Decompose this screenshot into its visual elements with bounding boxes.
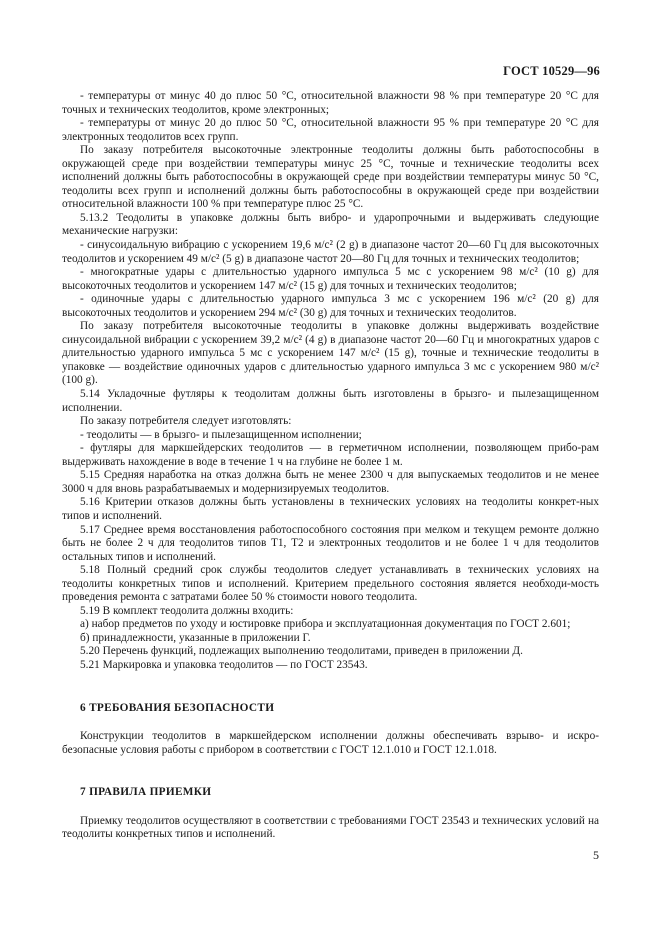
paragraph: - многократные удары с длительностью ударного импульса 5 мс с ускорением 98 м/с² (10 g) для высокоточных теодолитов и ускорением 147 м/с² (15 g) для точных и технических теодолитов; [62, 266, 599, 292]
paragraph: - температуры от минус 20 до плюс 50 °С, относительной влажности 95 % при температуре 20 °С для электронных теодолитов всех групп. [62, 117, 599, 143]
paragraph: По заказу потребителя высокоточные электронные теодолиты должны быть работоспособны в окружающей среде при воздействии температуры минус 25 °С, точные и технические теодолиты всех исполнений должны быть работоспособны в окружающей среде при воздействии температуры минус 50 °С, теодолиты всех групп и исполнений должны быть работоспособны в окружающей среде при воздействии относительной влажности 100 % при температуре плюс 25 °С. [62, 144, 599, 211]
paragraph: 5.18 Полный средний срок службы теодолитов следует устанавливать в технических условиях на теодолиты конкретных типов и исполнений. Критерием предельного состояния является необходи-мость проведения ремонта с затратами более 50 % стоимости нового теодолита. [62, 564, 599, 604]
paragraph: 5.16 Критерии отказов должны быть установлены в технических условиях на теодолиты конкрет-ных типов и исполнений. [62, 496, 599, 522]
page-number: 5 [593, 848, 599, 862]
section-6-title: 6 ТРЕБОВАНИЯ БЕЗОПАСНОСТИ [80, 701, 275, 714]
paragraph: б) принадлежности, указанные в приложении Г. [80, 631, 311, 644]
paragraph: По заказу потребителя следует изготовлять: [80, 415, 292, 428]
section-7-text: Приемку теодолитов осуществляют в соответствии с требованиями ГОСТ 23543 и технических условий на теодолиты конкретных типов и исполнений. [62, 814, 599, 841]
paragraph: 5.13.2 Теодолиты в упаковке должны быть вибро- и ударопрочными и выдерживать следующие механические нагрузки: [62, 211, 599, 238]
paragraph: По заказу потребителя высокоточные теодолиты в упаковке должны выдерживать воздействие синусоидальной вибрации с ускорением 39,2 м/с² (4 g) в диапазоне частот 20—60 Гц и многократных ударов с длительностью ударного импульса 5 мс с ускорением 147 м/с² (15 g), точные и технические теодолиты в упаковке — воздействие одиночных ударов с длительностью ударного импульса 3 мс с ускорением 980 м/с² (100 g). [62, 320, 599, 387]
section-7-title: 7 ПРАВИЛА ПРИЕМКИ [80, 786, 212, 799]
paragraph: - теодолиты — в брызго- и пылезащищенном исполнении; [80, 428, 362, 441]
document-header: ГОСТ 10529—96 [503, 64, 600, 78]
paragraph: - температуры от минус 40 до плюс 50 °С, относительной влажности 98 % при температуре 20 °С для точных и технических теодолитов, кроме электронных; [62, 90, 599, 116]
paragraph: - футляры для маркшейдерских теодолитов — в герметичном исполнении, позволяющем прибо-рам выдерживать нахождение в воде в течение 1 ч на глубине не более 1 м. [62, 442, 599, 468]
paragraph: 5.17 Среднее время восстановления работоспособного состояния при мелком и текущем ремонте должно быть не более 2 ч для теодолитов типов Т1, Т2 и электронных теодолитов и не более 1 ч для теодолитов остальных типов и исполнений. [62, 523, 599, 563]
paragraph: 5.15 Средняя наработка на отказ должна быть не менее 2300 ч для выпускаемых теодолитов и не менее 3000 ч для вновь разрабатываемых и модернизируемых теодолитов. [62, 469, 599, 495]
paragraph: 5.19 В комплект теодолита должны входить: [80, 604, 294, 617]
document-body [62, 90, 599, 842]
paragraph: 5.14 Укладочные футляры к теодолитам должны быть изготовлены в брызго- и пылезащищенном исполнении. [62, 388, 599, 414]
section-6-text: Конструкции теодолитов в маркшейдерском исполнении должны обеспечивать взрыво- и искро-безопасные условия работы с прибором в соответствии с ГОСТ 12.1.010 и ГОСТ 12.1.018. [62, 730, 599, 756]
paragraph: 5.20 Перечень функций, подлежащих выполнению теодолитами, приведен в приложении Д. [80, 645, 523, 658]
paragraph: - одиночные удары с длительностью ударного импульса 3 мс с ускорением 196 м/с² (20 g) для высокоточных теодолитов и ускорением 294 м/с² (30 g) для точных и технических теодолитов. [62, 293, 599, 319]
paragraph: 5.21 Маркировка и упаковка теодолитов — по ГОСТ 23543. [80, 658, 368, 671]
paragraph: - синусоидальную вибрацию с ускорением 19,6 м/с² (2 g) в диапазоне частот 20—60 Гц для высокоточных теодолитов и ускорением 49 м/с² (5 g) в диапазоне частот 20—80 Гц для точных и технических теодолитов; [62, 239, 599, 265]
paragraph: а) набор предметов по уходу и юстировке прибора и эксплуатационная документация по ГОСТ 2.601; [80, 618, 571, 631]
